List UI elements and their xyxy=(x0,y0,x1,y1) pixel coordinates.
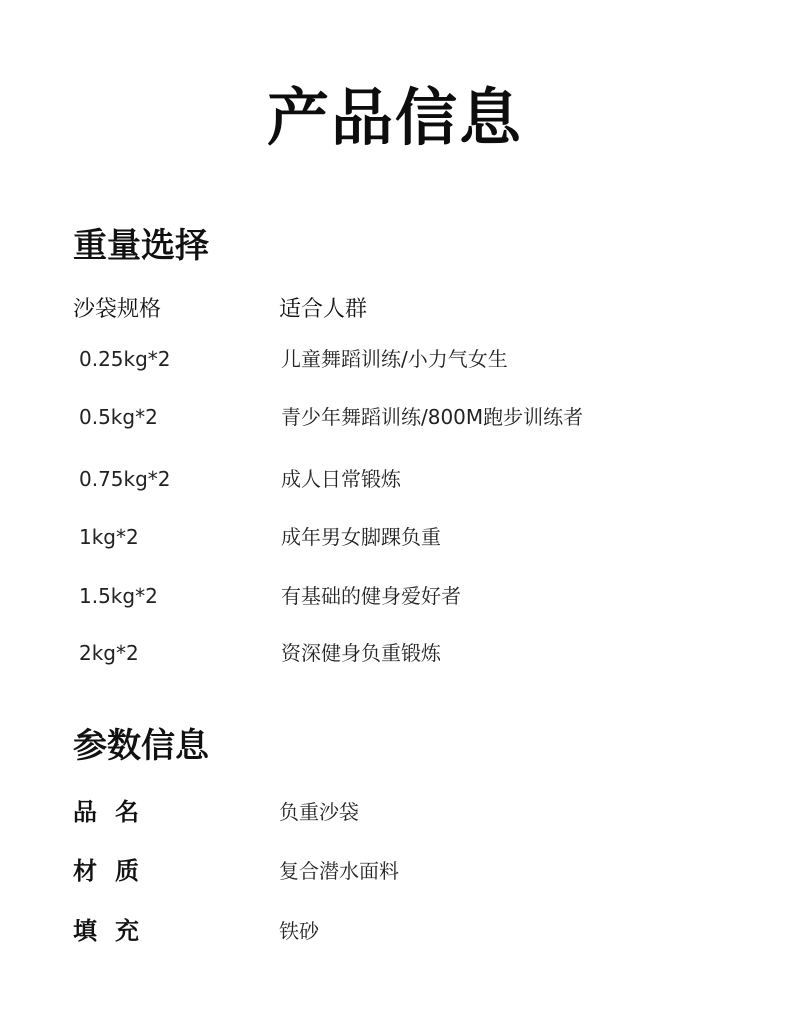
weight-audience: 儿童舞蹈训练/小力气女生 xyxy=(281,347,508,371)
size-column-header: 沙袋规格 xyxy=(73,297,162,322)
param-row xyxy=(0,913,790,949)
param-row xyxy=(0,853,790,889)
weight-size: 1.5kg*2 xyxy=(79,584,158,608)
weight-row xyxy=(0,401,790,433)
param-label: 材质 xyxy=(73,857,157,885)
params-section-heading: 参数信息 xyxy=(73,726,209,766)
param-value: 负重沙袋 xyxy=(279,800,359,824)
weight-audience: 成人日常锻炼 xyxy=(281,467,401,491)
param-value: 复合潜水面料 xyxy=(279,859,399,883)
weight-audience: 青少年舞蹈训练/800M跑步训练者 xyxy=(281,405,584,429)
weight-size: 0.5kg*2 xyxy=(79,405,158,429)
weight-audience: 成年男女脚踝负重 xyxy=(281,525,441,549)
weight-row xyxy=(0,637,790,669)
weight-size: 1kg*2 xyxy=(79,525,139,549)
page-title: 产品信息 xyxy=(266,81,523,154)
weight-audience: 有基础的健身爱好者 xyxy=(281,584,461,608)
weight-audience: 资深健身负重锻炼 xyxy=(281,641,441,665)
weight-size: 0.25kg*2 xyxy=(79,347,171,371)
weight-row xyxy=(0,580,790,612)
param-value: 铁砂 xyxy=(279,919,319,943)
param-label: 填充 xyxy=(73,917,157,945)
audience-column-header: 适合人群 xyxy=(279,297,368,322)
param-label: 品名 xyxy=(73,798,157,826)
weight-section-heading: 重量选择 xyxy=(73,226,209,266)
weight-size: 2kg*2 xyxy=(79,641,139,665)
weight-row xyxy=(0,521,790,553)
weight-size: 0.75kg*2 xyxy=(79,467,171,491)
weight-row xyxy=(0,463,790,495)
param-row xyxy=(0,794,790,830)
weight-row xyxy=(0,343,790,375)
